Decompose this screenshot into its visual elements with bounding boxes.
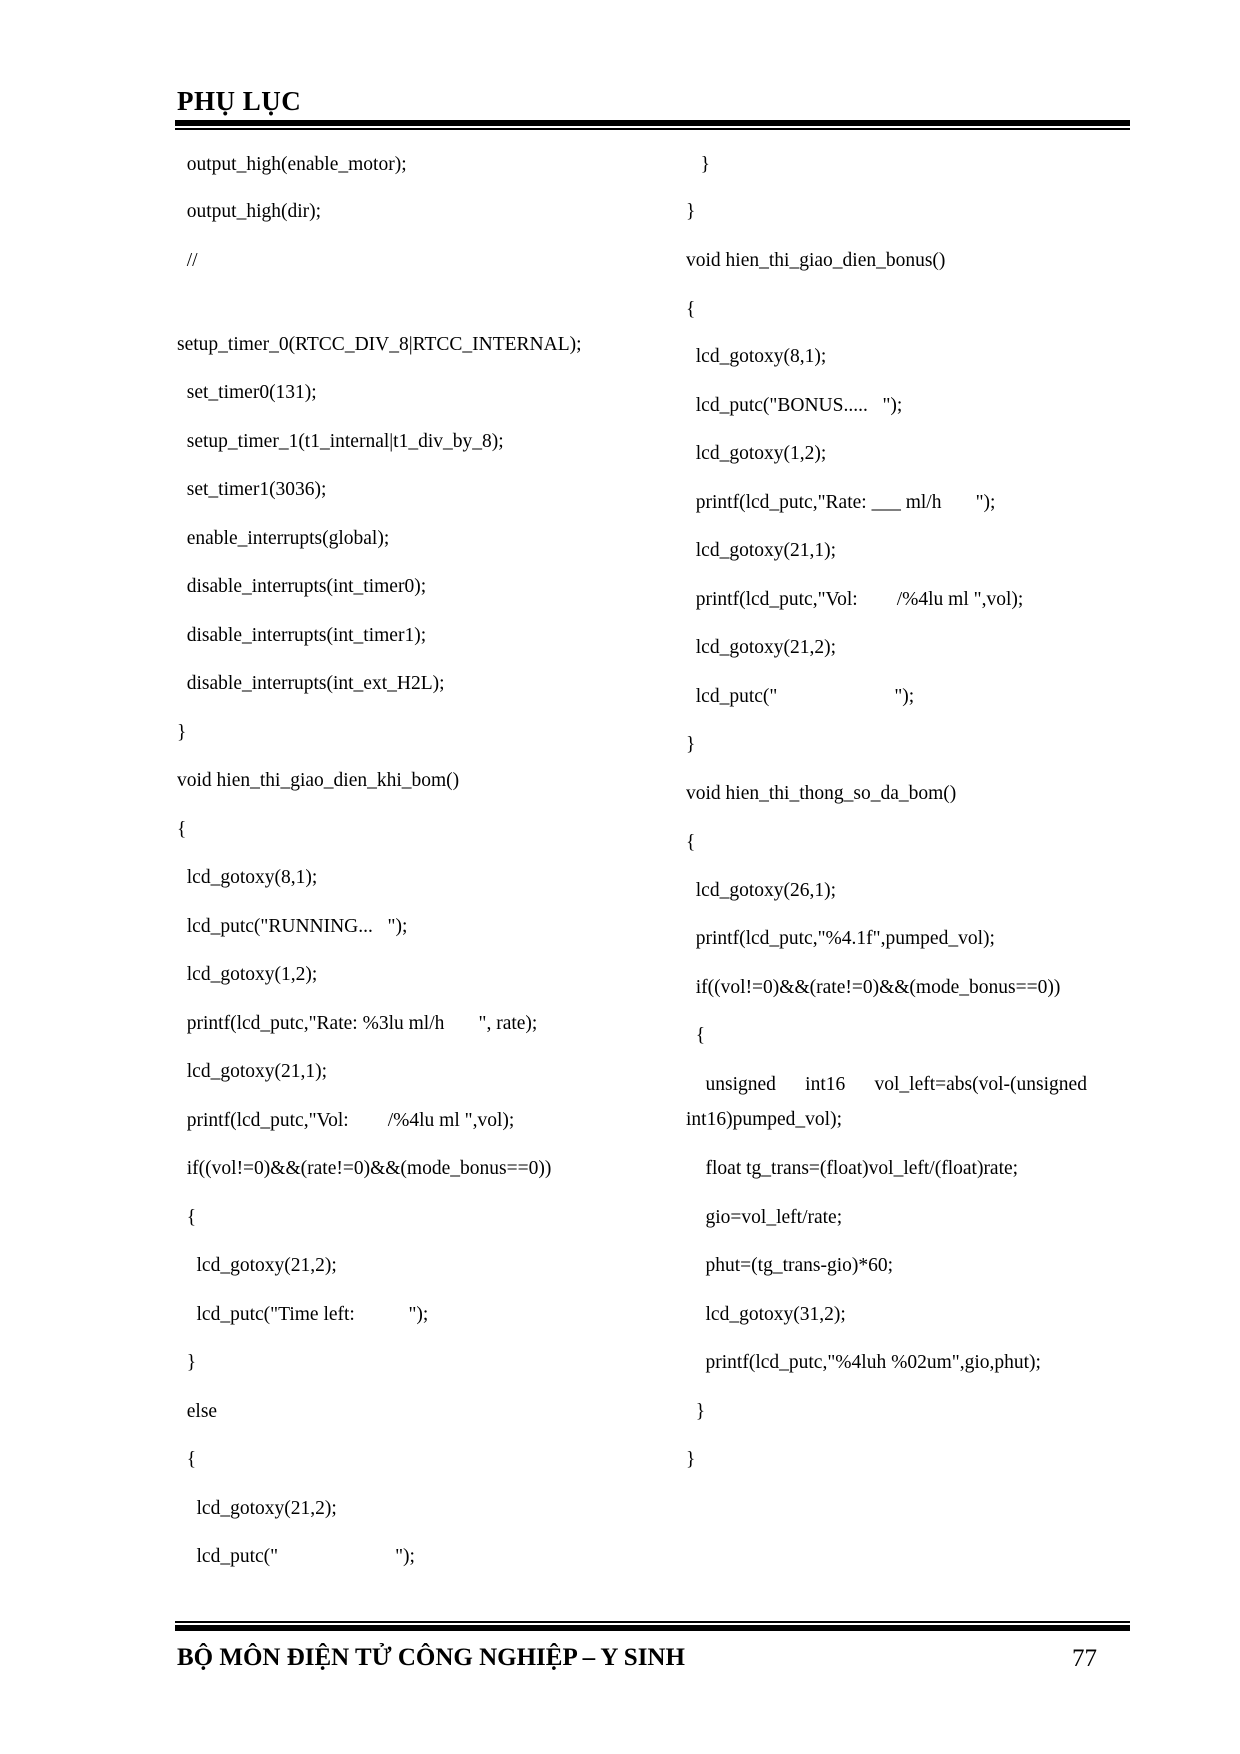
code-line: phut=(tg_trans-gio)*60; xyxy=(686,1255,894,1276)
code-line: } xyxy=(177,1352,197,1373)
code-line: } xyxy=(686,154,710,175)
code-line: void hien_thi_thong_so_da_bom() xyxy=(686,783,957,804)
code-line: } xyxy=(177,722,187,743)
code-line: int16)pumped_vol); xyxy=(686,1109,842,1130)
code-line: lcd_gotoxy(21,1); xyxy=(177,1061,328,1082)
page-number: 77 xyxy=(1072,1645,1097,1672)
code-line: printf(lcd_putc,"Rate: %3lu ml/h ", rate); xyxy=(177,1013,538,1034)
code-line: { xyxy=(686,1025,706,1046)
code-line: { xyxy=(177,1449,197,1470)
code-line: { xyxy=(177,819,187,840)
footer-rule-thick xyxy=(175,1625,1130,1631)
code-line: } xyxy=(686,1449,696,1470)
code-line: lcd_gotoxy(21,1); xyxy=(686,540,837,561)
code-line: printf(lcd_putc,"Vol: /%4lu ml ",vol); xyxy=(686,589,1024,610)
code-line: lcd_gotoxy(8,1); xyxy=(177,867,318,888)
code-line: if((vol!=0)&&(rate!=0)&&(mode_bonus==0)) xyxy=(177,1158,552,1179)
code-line: } xyxy=(686,201,696,222)
code-line: disable_interrupts(int_timer1); xyxy=(177,625,427,646)
code-line: disable_interrupts(int_timer0); xyxy=(177,576,427,597)
code-line: set_timer1(3036); xyxy=(177,479,327,500)
code-line: disable_interrupts(int_ext_H2L); xyxy=(177,673,445,694)
code-line: lcd_gotoxy(1,2); xyxy=(686,443,827,464)
code-line: lcd_putc(" "); xyxy=(686,686,915,707)
code-line: lcd_gotoxy(8,1); xyxy=(686,346,827,367)
page-header-title: PHỤ LỤC xyxy=(177,86,302,116)
code-line: printf(lcd_putc,"Rate: ___ ml/h "); xyxy=(686,492,996,513)
code-line: { xyxy=(686,299,696,320)
footer-department-title: BỘ MÔN ĐIỆN TỬ CÔNG NGHIỆP – Y SINH xyxy=(177,1644,685,1671)
code-line: float tg_trans=(float)vol_left/(float)rate; xyxy=(686,1158,1019,1179)
code-line: lcd_gotoxy(31,2); xyxy=(686,1304,846,1325)
header-rule-thin xyxy=(175,128,1130,130)
code-line: printf(lcd_putc,"%4.1f",pumped_vol); xyxy=(686,928,995,949)
code-line: gio=vol_left/rate; xyxy=(686,1207,843,1228)
code-line: output_high(dir); xyxy=(177,201,322,222)
code-line: setup_timer_1(t1_internal|t1_div_by_8); xyxy=(177,431,504,452)
footer-rule-thin xyxy=(175,1621,1130,1623)
code-line: lcd_putc("RUNNING... "); xyxy=(177,916,408,937)
code-line: lcd_gotoxy(1,2); xyxy=(177,964,318,985)
code-line: } xyxy=(686,1401,706,1422)
code-line: // xyxy=(177,250,198,271)
code-line: if((vol!=0)&&(rate!=0)&&(mode_bonus==0)) xyxy=(686,977,1061,998)
code-line: printf(lcd_putc,"Vol: /%4lu ml ",vol); xyxy=(177,1110,515,1131)
header-rule-thick xyxy=(175,120,1130,126)
code-line: void hien_thi_giao_dien_bonus() xyxy=(686,250,946,271)
code-line: { xyxy=(177,1207,197,1228)
code-line: lcd_gotoxy(21,2); xyxy=(686,637,837,658)
code-line: void hien_thi_giao_dien_khi_bom() xyxy=(177,770,460,791)
code-line: lcd_putc("Time left: "); xyxy=(177,1304,429,1325)
code-line: lcd_gotoxy(21,2); xyxy=(177,1498,337,1519)
code-line: output_high(enable_motor); xyxy=(177,154,407,175)
code-line: lcd_putc("BONUS..... "); xyxy=(686,395,903,416)
code-line: } xyxy=(686,734,696,755)
code-line: else xyxy=(177,1401,218,1422)
code-line: lcd_gotoxy(21,2); xyxy=(177,1255,337,1276)
code-line: lcd_gotoxy(26,1); xyxy=(686,880,837,901)
code-line: setup_timer_0(RTCC_DIV_8|RTCC_INTERNAL); xyxy=(177,334,582,355)
code-line: unsigned int16 vol_left=abs(vol-(unsigned xyxy=(686,1074,1087,1095)
code-line: printf(lcd_putc,"%4luh %02um",gio,phut); xyxy=(686,1352,1041,1373)
code-line: lcd_putc(" "); xyxy=(177,1546,415,1567)
code-line: enable_interrupts(global); xyxy=(177,528,390,549)
code-line: { xyxy=(686,832,696,853)
code-line: set_timer0(131); xyxy=(177,382,317,403)
